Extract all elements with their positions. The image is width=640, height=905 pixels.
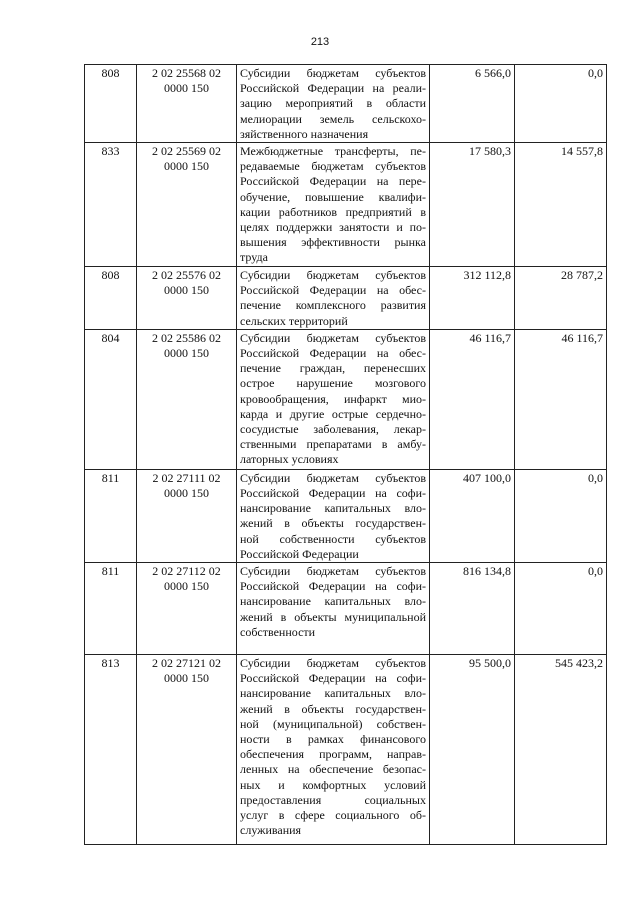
budget-table: [84, 64, 607, 845]
income-name-line: предоставления социальных: [240, 792, 426, 807]
income-name-line: Российской Федерации: [240, 546, 359, 561]
classification-code-line: 0000 150: [164, 486, 209, 501]
classification-code-line: 2 02 25568 02: [152, 66, 221, 80]
income-name-line: ной (муниципальной) собствен-: [240, 716, 426, 731]
income-name-line: кации работников предприятий в: [240, 204, 426, 219]
income-name-line: нансирование капитальных вло-: [240, 686, 426, 701]
amount-first-cell: 17 580,3: [430, 143, 515, 267]
classification-code-cell: [137, 329, 237, 469]
income-name-line: ности в рамках финансового: [240, 732, 426, 747]
classification-code-line: 0000 150: [164, 346, 209, 361]
admin-code-cell: 833: [85, 143, 137, 267]
admin-code-cell: 808: [85, 65, 137, 143]
amount-second-cell: 0,0: [515, 563, 607, 655]
income-name-line: печение комплексного развития: [240, 298, 426, 313]
table-row: [85, 563, 607, 655]
admin-code-cell: 808: [85, 267, 137, 330]
amount-first-cell: 407 100,0: [430, 469, 515, 562]
budget-table-body: [85, 65, 607, 845]
page-number: 213: [310, 36, 330, 48]
amount-first-cell: 46 116,7: [430, 329, 515, 469]
classification-code-line: 0000 150: [164, 671, 209, 686]
classification-code-cell: [137, 655, 237, 845]
income-name-line: сосудистые заболевания, лекар-: [240, 422, 426, 437]
table-row: [85, 65, 607, 143]
income-name-line: Российской Федерации на пере-: [240, 174, 426, 189]
income-name-line: зацию мероприятий в области: [240, 96, 426, 111]
income-name-line: Субсидии бюджетам субъектов: [240, 268, 426, 283]
classification-code-cell: [137, 65, 237, 143]
income-name-line: Российской Федерации на софи-: [240, 579, 426, 594]
income-name-cell: [237, 65, 430, 143]
table-row: [85, 267, 607, 330]
income-name-line: жений в объекты государствен-: [240, 516, 426, 531]
income-name-line: ной собственности субъектов: [240, 531, 426, 546]
income-name-line: печение граждан, перенесших: [240, 361, 426, 376]
income-name-line: мелиорации земель сельскохо-: [240, 111, 426, 126]
classification-code-line: 2 02 25586 02: [152, 330, 221, 345]
classification-code-line: 2 02 27111 02: [152, 470, 221, 485]
income-name-line: Субсидии бюджетам субъектов: [240, 66, 426, 80]
classification-code-cell: [137, 469, 237, 562]
income-name-line: обеспечения программ, направ-: [240, 747, 426, 762]
amount-first-cell: 312 112,8: [430, 267, 515, 330]
amount-second-cell: 0,0: [515, 469, 607, 562]
table-row: [85, 329, 607, 469]
classification-code-line: 2 02 27121 02: [152, 656, 221, 671]
classification-code-line: 2 02 25576 02: [152, 268, 221, 283]
income-name-line: Российской Федерации на обес-: [240, 346, 426, 361]
table-row: [85, 469, 607, 562]
table-row: [85, 655, 607, 845]
income-name-line: ных и комфортных условий: [240, 777, 426, 792]
income-name-line: услуг в сфере социального об-: [240, 808, 426, 823]
income-name-line: труда: [240, 250, 268, 265]
income-name-line: ственными препаратами в амбу-: [240, 437, 426, 452]
income-name-line: карда и другие острые сердечно-: [240, 406, 426, 421]
income-name-line: Межбюджетные трансферты, пе-: [240, 144, 426, 159]
income-name-line: кровообращения, инфаркт мио-: [240, 391, 426, 406]
income-name-cell: [237, 143, 430, 267]
income-name-line: острое нарушение мозгового: [240, 376, 426, 391]
amount-second-cell: 545 423,2: [515, 655, 607, 845]
admin-code-cell: 811: [85, 563, 137, 655]
income-name-line: целях поддержки занятости и по-: [240, 220, 426, 235]
classification-code-cell: [137, 563, 237, 655]
income-name-line: служивания: [240, 823, 302, 838]
income-name-cell: [237, 469, 430, 562]
classification-code-line: 0000 150: [164, 81, 209, 96]
income-name-cell: [237, 329, 430, 469]
income-name-line: жений в объекты государствен-: [240, 701, 426, 716]
income-name-line: Российской Федерации на софи-: [240, 671, 426, 686]
classification-code-line: 2 02 25569 02: [152, 144, 221, 159]
income-name-line: нансирование капитальных вло-: [240, 594, 426, 609]
income-name-line: обучение, повышение квалифи-: [240, 189, 426, 204]
admin-code-cell: 804: [85, 329, 137, 469]
income-name-cell: [237, 655, 430, 845]
income-name-line: Российской Федерации на софи-: [240, 486, 426, 501]
amount-second-cell: 14 557,8: [515, 143, 607, 267]
classification-code-line: 0000 150: [164, 283, 209, 298]
admin-code-cell: 811: [85, 469, 137, 562]
income-name-line: ленных на обеспечение безопас-: [240, 762, 426, 777]
income-name-cell: [237, 267, 430, 330]
table-row: [85, 143, 607, 267]
amount-second-cell: 28 787,2: [515, 267, 607, 330]
income-name-line: Субсидии бюджетам субъектов: [240, 656, 426, 671]
income-name-cell: [237, 563, 430, 655]
income-name-line: латорных условиях: [240, 452, 339, 467]
income-name-line: Субсидии бюджетам субъектов: [240, 564, 426, 579]
income-name-line: собственности: [240, 624, 316, 639]
amount-first-cell: 6 566,0: [430, 65, 515, 143]
classification-code-line: 0000 150: [164, 579, 209, 594]
income-name-line: жений в объекты муниципальной: [240, 609, 426, 624]
classification-code-cell: [137, 143, 237, 267]
classification-code-cell: [137, 267, 237, 330]
income-name-line: Российской Федерации на обес-: [240, 283, 426, 298]
income-name-line: Субсидии бюджетам субъектов: [240, 330, 426, 345]
income-name-line: Субсидии бюджетам субъектов: [240, 470, 426, 485]
income-name-line: зяйственного назначения: [240, 126, 369, 141]
income-name-line: Российской Федерации на реали-: [240, 81, 426, 96]
income-name-line: нансирование капитальных вло-: [240, 501, 426, 516]
income-name-line: сельских территорий: [240, 313, 348, 328]
classification-code-line: 0000 150: [164, 159, 209, 174]
admin-code-cell: 813: [85, 655, 137, 845]
income-name-line: редаваемые бюджетам субъектов: [240, 159, 426, 174]
amount-second-cell: 0,0: [515, 65, 607, 143]
amount-first-cell: 816 134,8: [430, 563, 515, 655]
amount-second-cell: 46 116,7: [515, 329, 607, 469]
income-name-line: вышения эффективности рынка: [240, 235, 426, 250]
classification-code-line: 2 02 27112 02: [152, 564, 221, 579]
amount-first-cell: 95 500,0: [430, 655, 515, 845]
